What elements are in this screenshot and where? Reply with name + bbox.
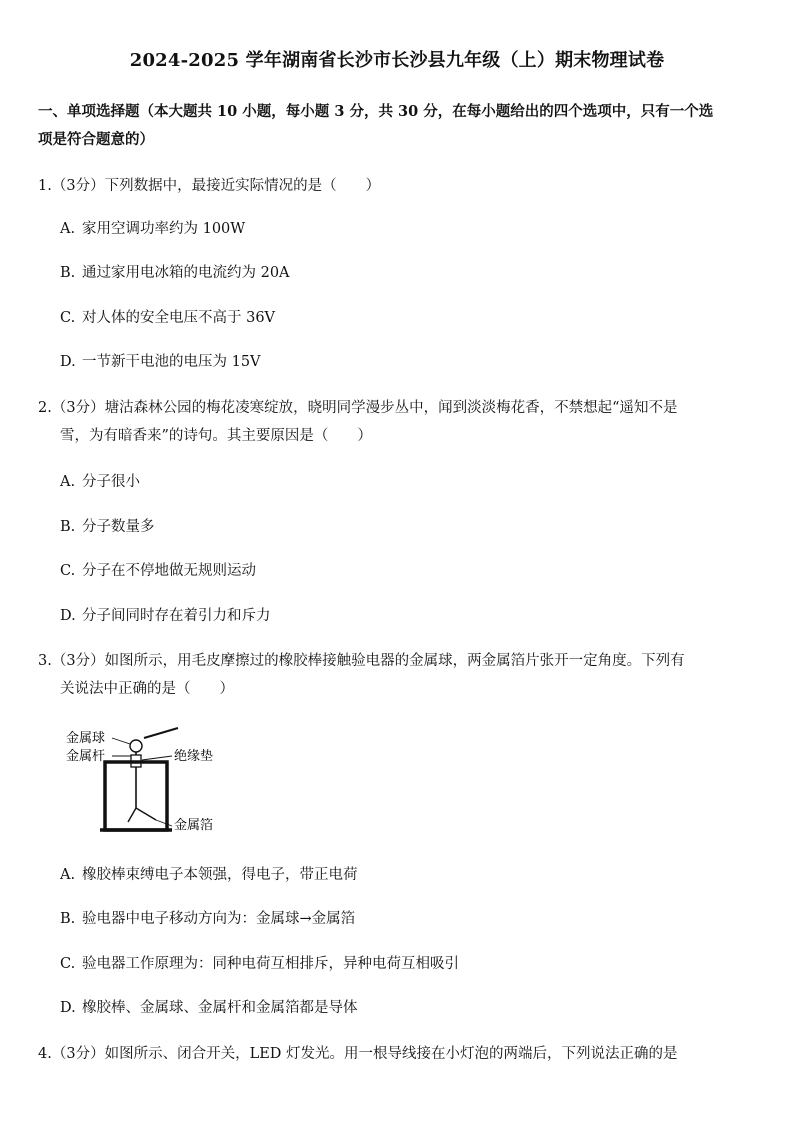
question-4-stem: [38, 1040, 760, 1068]
question-1-option-c: C. 对人体的安全电压不高于 36V: [60, 310, 276, 326]
label-metal-foil: 金属箔: [174, 818, 214, 833]
label-metal-ball: 金属球: [66, 731, 106, 746]
question-number: 2.: [38, 400, 52, 416]
question-score: （3分）: [51, 178, 105, 194]
question-score: （3分）: [51, 1046, 105, 1062]
question-2-stem: [38, 394, 760, 450]
question-3-option-d: D. 橡胶棒、金属球、金属杆和金属箔都是导体: [60, 1000, 358, 1016]
question-2-option-c: C. 分子在不停地做无规则运动: [60, 563, 256, 579]
question-text: 塘沽森林公园的梅花凌寒绽放，晓明同学漫步丛中，闻到淡淡梅花香，不禁想起“遥知不是: [104, 400, 678, 416]
question-text: 下列数据中，最接近实际情况的是（ ）: [104, 178, 381, 194]
question-text: 如图所示，用毛皮摩擦过的橡胶棒接触验电器的金属球，两金属箔片张开一定角度。下列有: [104, 653, 685, 669]
section-heading-line-1: 一、单项选择题（本大题共 10 小题，每小题 3 分，共 30 分，在每小题给出的四个选项中，只有一个选: [38, 103, 714, 120]
label-metal-rod: 金属杆: [66, 749, 106, 764]
label-insulating-pad: 绝缘垫: [174, 749, 214, 764]
question-1-option-d: D. 一节新干电池的电压为 15V: [60, 354, 261, 370]
question-1-stem: [38, 172, 760, 200]
electroscope-figure: [60, 722, 240, 837]
metal-foil-right: [136, 808, 156, 820]
exam-title: 2024-2025 学年湖南省长沙市长沙县九年级（上）期末物理试卷: [129, 50, 665, 71]
question-1-option-b: B. 通过家用电冰箱的电流约为 20A: [60, 265, 290, 281]
metal-ball: [130, 740, 142, 752]
question-3-stem: [38, 647, 760, 703]
question-score: （3分）: [51, 400, 105, 416]
question-number: 3.: [38, 653, 52, 669]
question-number: 1.: [38, 178, 52, 194]
question-2-option-a: A. 分子很小: [60, 474, 140, 490]
question-2-option-d: D. 分子间同时存在着引力和斥力: [60, 608, 271, 624]
question-2-option-b: B. 分子数量多: [60, 519, 155, 535]
section-heading-line-2: 项是符合题意的）: [38, 131, 154, 148]
question-3-option-c: C. 验电器工作原理为：同种电荷互相排斥，异种电荷互相吸引: [60, 956, 459, 972]
section-heading: [38, 98, 760, 154]
metal-foil-left: [128, 808, 136, 822]
rubber-rod: [144, 728, 178, 738]
question-1-option-a: A. 家用空调功率约为 100W: [60, 221, 246, 237]
question-text-line-2: 雪，为有暗香来”的诗句。其主要原因是（ ）: [60, 428, 372, 444]
question-3-option-b: B. 验电器中电子移动方向为：金属球→金属箔: [60, 911, 356, 927]
question-text-line-2: 关说法中正确的是（ ）: [60, 681, 234, 697]
question-3-option-a: A. 橡胶棒束缚电子本领强，得电子，带正电荷: [60, 867, 358, 883]
question-number: 4.: [38, 1046, 52, 1062]
question-text: 如图所示、闭合开关，LED 灯发光。用一根导线接在小灯泡的两端后，下列说法正确的是: [104, 1046, 678, 1062]
question-score: （3分）: [51, 653, 105, 669]
